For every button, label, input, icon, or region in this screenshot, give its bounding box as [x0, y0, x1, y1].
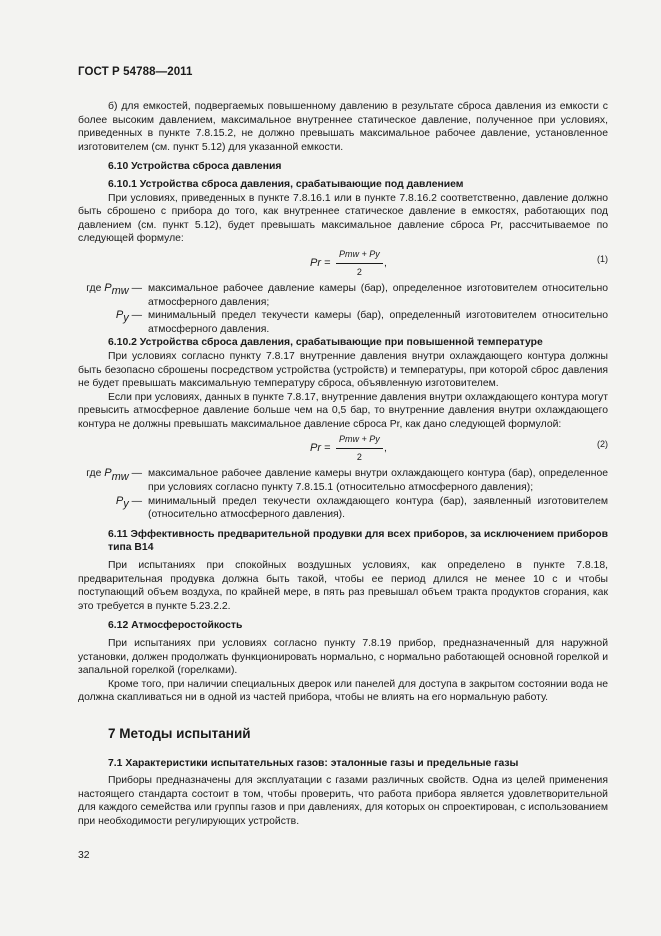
where-item: [78, 467, 608, 494]
document-header: ГОСТ Р 54788—2011: [78, 66, 193, 78]
section-7-title: 7 Методы испытаний: [108, 725, 251, 741]
where-text: максимальное рабочее давление камеры (бар), определенное изготовителем относительно атмосферного давления;: [148, 282, 608, 308]
symbol: P: [104, 467, 112, 480]
dash: —: [128, 468, 142, 480]
dash: —: [128, 495, 142, 507]
heading-6-10-1: 6.10.1 Устройства сброса давления, срабатывающие под давлением: [108, 178, 464, 190]
heading-6-11: 6.11 Эффективность предварительной продувки для всех приборов, за исключением приборов типа B14: [108, 528, 608, 554]
symbol: P: [104, 281, 112, 294]
symbol-subscript: y: [123, 312, 129, 325]
paragraph-b: б) для емкостей, подвергаемых повышенному давлению в результате сброса давления из емкости с более высоким давлением, максимальное внутреннее статическое давление, полученное при условиях, приведенных в пункте 7.8.15.2, не должно превышать максимальное рабочее давление, установленное изготовителем (см. пункт 5.12) для указанной емкости.: [78, 101, 608, 153]
equation-number: (1): [597, 253, 608, 264]
formula-2: [78, 431, 608, 467]
heading-6-10: 6.10 Устройства сброса давления: [108, 161, 282, 173]
formula-fraction: [336, 433, 383, 464]
formula-lhs: Pr =: [310, 442, 331, 455]
paragraph-6-11: При испытаниях при спокойных воздушных условиях, как определено в пункте 7.8.18, предварительная продувка должна быть такой, чтобы ее период длился не менее 10 с и чтобы поступающий объем воздуха, по крайней мере, в пять раз превышал объем тракта продуктов сгорания, как это требуется в пункте 5.23.2.2.: [78, 560, 608, 612]
formula-numerator: Pmw + Py: [336, 433, 383, 449]
where-text: минимальный предел текучести охлаждающего контура (бар), заявленный изготовителем (относительно атмосферного давления).: [148, 495, 608, 521]
where-prefix: где: [86, 282, 105, 294]
symbol-subscript: mw: [111, 470, 129, 483]
paragraph-6-10-2a: При условиях согласно пункту 7.8.17 внутренние давления внутри охлаждающего контура должны быть безопасно сброшены посредством устройства (устройств) и температуры, при которой сброс давления не будет превышать максимальную температуру сброса, объявленную изготовителем.: [78, 350, 608, 390]
paragraph-6-10-2b: Если при условиях, данных в пункте 7.8.17, внутренние давления внутри охлаждающего контура могут превысить атмосферное давление больше чем на 0,5 бар, то внутренние давления внутри охлаждающего контура не должны превышать максимальное давление сброса Pr, как дано следующей формулой:: [78, 391, 608, 430]
paragraph-7-1: Приборы предназначены для эксплуатации с газами различных свойств. Одна из целей применения настоящего стандарта состоит в том, чтобы проверить, что работа прибора является удовлетворительной для каждого семейства или группы газов и при давлениях, для которых он спроектирован, с использованием при необходимости регулирующих устройств.: [78, 775, 608, 827]
where-text: максимальное рабочее давление камеры внутри охлаждающего контура (бар), определенное при условиях согласно пункту 7.8.15.1 (относительно атмосферного давления);: [148, 468, 608, 494]
heading-6-10-2: 6.10.2 Устройства сброса давления, срабатывающие при повышенной температуре: [108, 337, 543, 349]
paragraph-6-12a: При испытаниях при условиях согласно пункту 7.8.19 прибор, предназначенный для наружной установки, должен продолжать функционировать нормально, с нормально работающей основной горелкой и запальной горелкой (горелками).: [78, 638, 608, 677]
formula-denominator: 2: [356, 452, 362, 463]
dash: —: [128, 282, 142, 294]
symbol-subscript: mw: [111, 285, 129, 298]
symbol-subscript: y: [123, 497, 129, 510]
heading-6-12: 6.12 Атмосферостойкость: [108, 620, 243, 632]
formula-fraction: [336, 248, 383, 279]
formula-1: [78, 246, 608, 282]
page-number: 32: [78, 850, 90, 861]
formula-numerator: Pmw + Py: [336, 248, 383, 264]
equation-number: (2): [597, 439, 608, 450]
formula-lhs: Pr =: [310, 256, 331, 269]
where-list-2: [78, 467, 608, 521]
paragraph-6-10-1: При условиях, приведенных в пункте 7.8.16.1 или в пункте 7.8.16.2 соответственно, давление должно быть сброшено с прибора до того, как внутреннее статическое давление в емкостях, работающих под давлением (см. пункт 5.12), будет превышать максимальное давление сброса Pr, рассчитываемое по следующей формуле:: [78, 192, 608, 245]
document-body: [78, 100, 608, 829]
formula-denominator: 2: [356, 266, 362, 277]
symbol: P: [115, 494, 124, 507]
dash: —: [128, 310, 142, 322]
symbol: P: [115, 309, 124, 322]
where-list-1: [78, 282, 608, 336]
where-prefix: где: [86, 468, 105, 480]
where-text: минимальный предел текучести камеры (бар), определенный изготовителем относительно атмосферного давления.: [148, 310, 608, 335]
where-item: [78, 309, 608, 336]
paragraph-6-12b: Кроме того, при наличии специальных дверок или панелей для доступа в закрытом состоянии вода не должна скапливаться ни в одной из частей прибора, чтобы не влиять на его нормальную работу.: [78, 678, 608, 704]
where-item: [78, 282, 608, 309]
formula-comma: ,: [384, 443, 387, 455]
heading-7-1: 7.1 Характеристики испытательных газов: эталонные газы и предельные газы: [108, 757, 519, 769]
formula-comma: ,: [384, 257, 387, 269]
where-item: [78, 495, 608, 522]
